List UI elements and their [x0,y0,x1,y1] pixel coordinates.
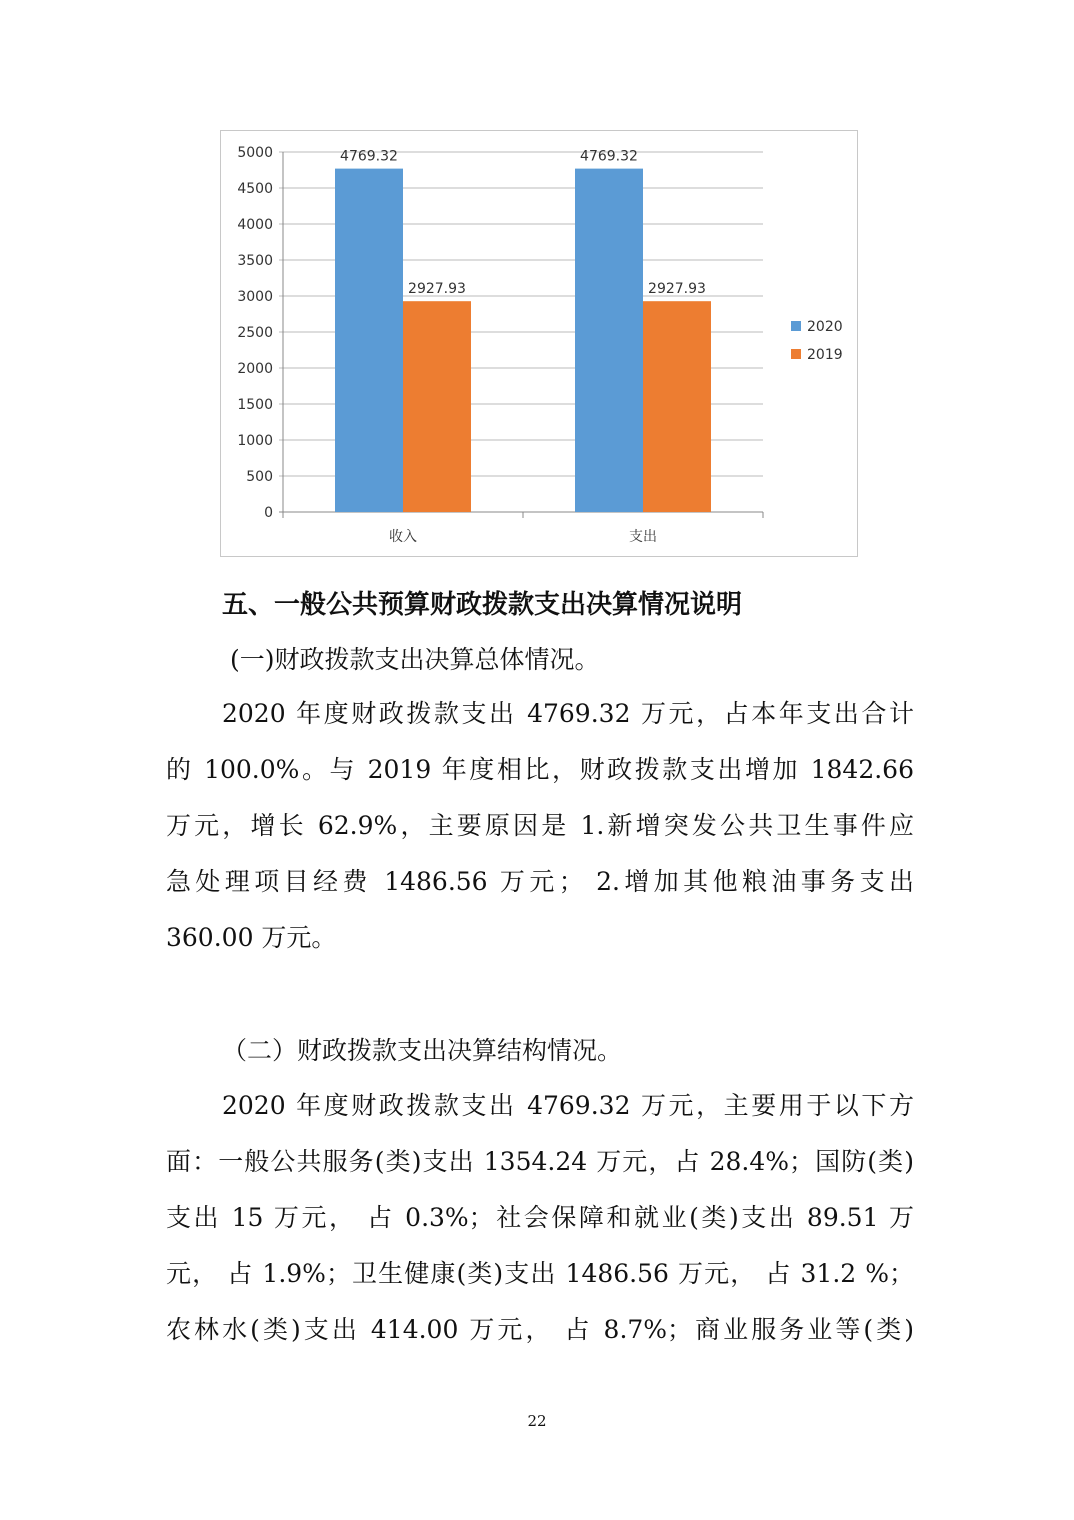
y-tick-label: 500 [246,469,273,485]
y-tick-label: 3500 [237,253,273,269]
bar-2020 [335,169,403,512]
page-number: 22 [527,1412,547,1430]
bar-2019 [403,301,471,512]
data-label: 2927.93 [648,281,706,298]
y-tick-label: 2500 [237,325,273,341]
y-tick-label: 2000 [237,361,273,377]
para2-line: 农林水(类)支出 414.00 万元， 占 8.7%；商业服务业等(类) [166,1315,914,1344]
para2-line: 2020 年度财政拨款支出 4769.32 万元，主要用于以下方 [222,1091,914,1120]
para1-line: 360.00 万元。 [166,923,337,952]
legend-label: 2020 [807,319,843,335]
legend-label: 2019 [807,347,843,363]
para2-line: 元， 占 1.9%；卫生健康(类)支出 1486.56 万元， 占 31.2 %； [166,1259,914,1288]
y-tick-label: 4500 [237,181,273,197]
para1-line: 的 100.0%。与 2019 年度相比，财政拨款支出增加 1842.66 [166,755,914,784]
y-tick-label: 1000 [237,433,273,449]
data-label: 4769.32 [580,148,638,165]
subheading-1: (一)财政拨款支出决算总体情况。 [230,645,600,674]
para2-line: 面：一般公共服务(类)支出 1354.24 万元，占 28.4%；国防(类) [166,1147,914,1176]
bar-2019 [643,301,711,512]
y-tick-label: 0 [264,505,273,521]
para2-line: 支出 15 万元， 占 0.3%；社会保障和就业(类)支出 89.51 万 [166,1203,914,1232]
bar-2020 [575,169,643,512]
x-tick-label: 支出 [629,529,657,545]
chart-svg [221,131,859,558]
y-tick-label: 5000 [237,145,273,161]
data-label: 2927.93 [408,281,466,298]
section-heading: 五、一般公共预算财政拨款支出决算情况说明 [222,590,743,620]
bar-chart [220,130,858,557]
legend-swatch [791,349,801,359]
y-tick-label: 1500 [237,397,273,413]
x-tick-label: 收入 [389,529,417,545]
para1-line: 万元，增长 62.9%，主要原因是 1.新增突发公共卫生事件应 [166,811,914,840]
y-tick-label: 4000 [237,217,273,233]
legend-swatch [791,321,801,331]
subheading-2: （二）财政拨款支出决算结构情况。 [222,1036,623,1065]
para1-line: 急处理项目经费 1486.56 万元； 2.增加其他粮油事务支出 [166,867,914,896]
para1-line: 2020 年度财政拨款支出 4769.32 万元，占本年支出合计 [222,699,914,728]
y-tick-label: 3000 [237,289,273,305]
data-label: 4769.32 [340,148,398,165]
